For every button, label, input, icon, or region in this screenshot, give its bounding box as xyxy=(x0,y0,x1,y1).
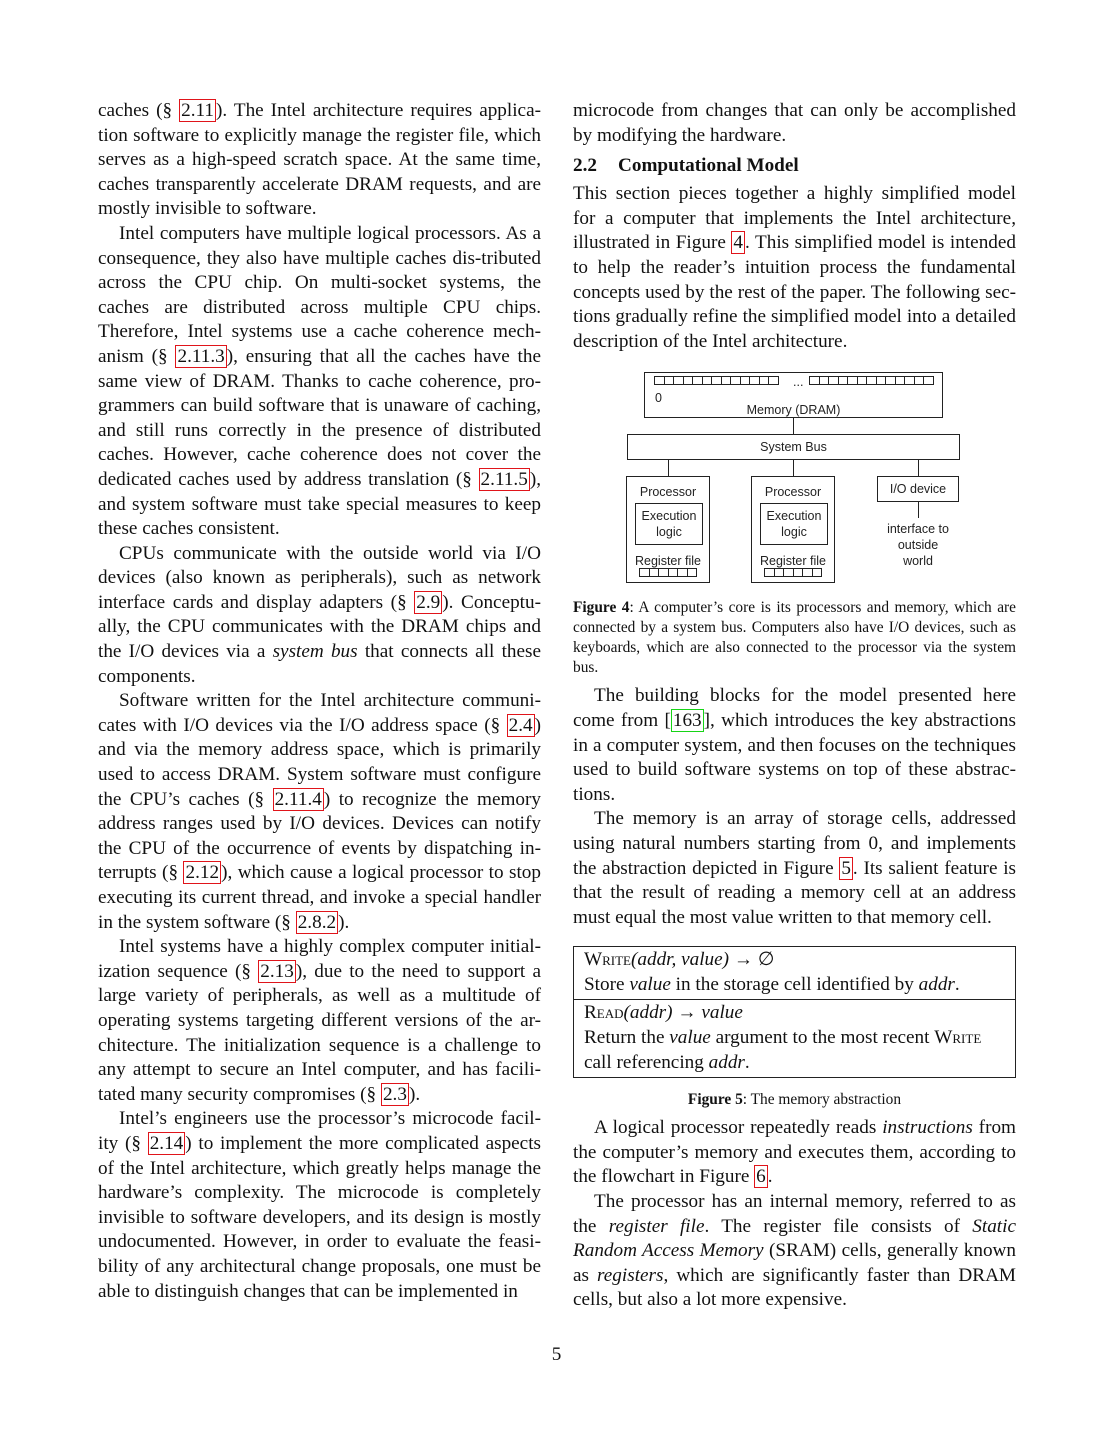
left-column xyxy=(98,99,541,1304)
section-ref-link[interactable]: 2.11 xyxy=(181,100,214,121)
figure-ref-link[interactable]: 4 xyxy=(733,232,744,254)
address-zero-label: 0 xyxy=(655,391,662,406)
right-column xyxy=(573,99,1016,1313)
memory-cells-right xyxy=(810,376,934,385)
section-ref-link[interactable]: 2.11.4 xyxy=(274,788,322,810)
processor-box: Processor Execution logic Register file xyxy=(751,476,835,583)
register-cells xyxy=(765,568,822,577)
read-operation-row xyxy=(574,999,1015,1077)
register-cells xyxy=(640,568,697,577)
paragraph: Intel systems have a highly complex computer initial-ization sequence (§ 2.13 ), due to the need to support a large variety of peripherals, as well as a multitude of operating systems targeting different versions of the ar-chitecture. The initialization sequence is a challenge to any attempt to secure an Intel computer, and has facili-tated many security compromises (§ 2.3 ). xyxy=(98,936,542,1105)
memory-cells-left xyxy=(655,376,779,385)
section-ref-link[interactable]: 2.14 xyxy=(149,1132,184,1154)
section-ref-link[interactable]: 2.11.5 xyxy=(480,468,528,490)
section-ref-link[interactable]: 2.13 xyxy=(260,960,294,982)
outside-world-label: interface to outside world xyxy=(887,522,949,569)
connector-line xyxy=(918,460,919,476)
memory-box xyxy=(644,372,943,418)
figure-ref-link[interactable]: 6 xyxy=(756,1166,766,1188)
paragraph: CPUs communicate with the outside world via I/O devices (also known as peripherals), such as network interface cards and display adapters (§ 2.9 ). Conceptu-ally, the CPU communicates with the DRAM chips and the I/O devices via a system bus that connects all these components. xyxy=(98,542,541,687)
paragraph: A logical processor repeatedly reads instructions from the computer’s memory and executes them, according to the flowchart in Figure 6 . xyxy=(573,1117,1016,1188)
connector-line xyxy=(793,460,794,476)
page-number: 5 xyxy=(551,1344,562,1365)
write-signature: Write(addr, value) → ∅ xyxy=(584,949,775,971)
figure-4-diagram xyxy=(573,364,1016,592)
paragraph: microcode from changes that can only be accomplished by modifying the hardware. xyxy=(573,100,1016,146)
connector-line xyxy=(918,502,919,518)
paragraph: This section pieces together a highly simplified model for a computer that implements the Intel architecture, illustrated in Figure 4 . This simplified model is intended to help the reader’s intuition process the fundamental concepts used by the rest of the paper. The following sec-tions gradually refine the simplified model into a detailed description of the Intel architecture. xyxy=(573,183,1016,352)
section-heading: 2.2 Computational Model xyxy=(573,155,799,177)
section-ref-link[interactable]: 2.12 xyxy=(185,862,220,884)
paragraph: Intel computers have multiple logical processors. As a consequence, they also have multiple caches dis-tributed across the CPU chip. On multi-socket systems, the caches are distributed across multiple CPU chips. Therefore, Intel systems use a cache coherence mech-anism (§ 2.11.3 ), ensuring that all the caches have the same view of DRAM. Thanks to cache coherence, pro-grammers can build software that is unaware of caching, and still runs correctly in the presence of distributed caches. However, cache coherence does not cover the dedicated caches used by address translation (§ 2.11.5 ), and system software must take special measures to keep these caches consistent. xyxy=(98,222,541,540)
memory-label: Memory (DRAM) xyxy=(746,403,841,418)
section-ref-link[interactable]: 2.8.2 xyxy=(297,911,337,933)
paragraph: The memory is an array of storage cells, addressed using natural numbers starting from 0, and implements the abstraction depicted in Figure 5 . Its salient feature is that the result of reading a memory cell at an address must equal the most value written to that memory cell. xyxy=(573,808,1016,928)
read-description: Return the value argument to the most recent Write call referencing addr. xyxy=(584,1027,982,1073)
section-ref-link[interactable]: 2.3 xyxy=(382,1083,407,1105)
paragraph: The processor has an internal memory, referred to as the register file. The register file consists of Static Random Access Memory (SRAM) cells, generally known as registers, which are significantly faster than DRAM cells, but also a lot more expensive. xyxy=(573,1191,1016,1311)
section-ref-link[interactable]: 2.9 xyxy=(416,591,441,613)
paragraph: The building blocks for the model presented here come from [ 163 ], which introduces the key abstractions in a computer system, and then focuses on the techniques used to build software systems on top of these abstrac-tions. xyxy=(573,685,1016,805)
execution-logic-box: Execution logic xyxy=(635,503,703,545)
paragraph: caches (§ 2.11 ). The Intel architecture requires applica-tion software to explicitly manage the register file, which serves as a high-speed scratch space. At the same time, caches transparently accelerate DRAM requests, and are mostly invisible to software. xyxy=(98,100,541,220)
memory-ellipsis: ... xyxy=(793,375,804,390)
figure-4-caption: Figure 4: A computer’s core is its processors and memory, which are connected by a system bus. Computers also have I/O devices, such as keyboards, which are also connected to the processor via the system bus. xyxy=(573,599,1017,677)
connector-line xyxy=(793,418,794,434)
system-bus-box: System Bus xyxy=(627,434,960,460)
processor-box: Processor Execution logic Register file xyxy=(626,476,710,583)
io-device-box: I/O device xyxy=(877,476,959,502)
connector-line xyxy=(668,460,669,476)
write-operation-row xyxy=(574,947,1015,999)
section-ref-link[interactable]: 2.11.3 xyxy=(177,345,225,367)
paragraph: Intel’s engineers use the processor’s microcode facil-ity (§ 2.14 ) to implement the more complicated aspects of the Intel architecture, which greatly helps manage the hardware’s complexity. The microcode is completely invisible to software developers, and its design is mostly undocumented. However, in order to evaluate the feasi-bility of any architectural change proposals, one must be able to distinguish changes that can be implemented in xyxy=(98,1108,541,1302)
citation-link[interactable]: 163 xyxy=(672,709,702,731)
write-description: Store value in the storage cell identified by addr. xyxy=(584,973,960,995)
figure-5-caption: Figure 5: The memory abstraction xyxy=(687,1091,902,1109)
figure-ref-link[interactable]: 5 xyxy=(841,857,851,879)
figure-5-table xyxy=(573,946,1016,1078)
execution-logic-box: Execution logic xyxy=(760,503,828,545)
paragraph: Software written for the Intel architecture communi-cates with I/O devices via the I/O address space (§ 2.4 ) and via the memory address space, which is primarily used to access DRAM. System software must configure the CPU’s caches (§ 2.11.4 ) to recognize the memory address ranges used by I/O devices. Devices can notify the CPU of the occurrence of events by dispatching in-terrupts (§ 2.12 ), which cause a logical processor to stop executing its current thread, and invoke a special handler in the system software (§ 2.8.2 ). xyxy=(98,690,541,933)
read-signature: Read(addr) → value xyxy=(584,1002,743,1024)
section-ref-link[interactable]: 2.4 xyxy=(508,714,533,736)
